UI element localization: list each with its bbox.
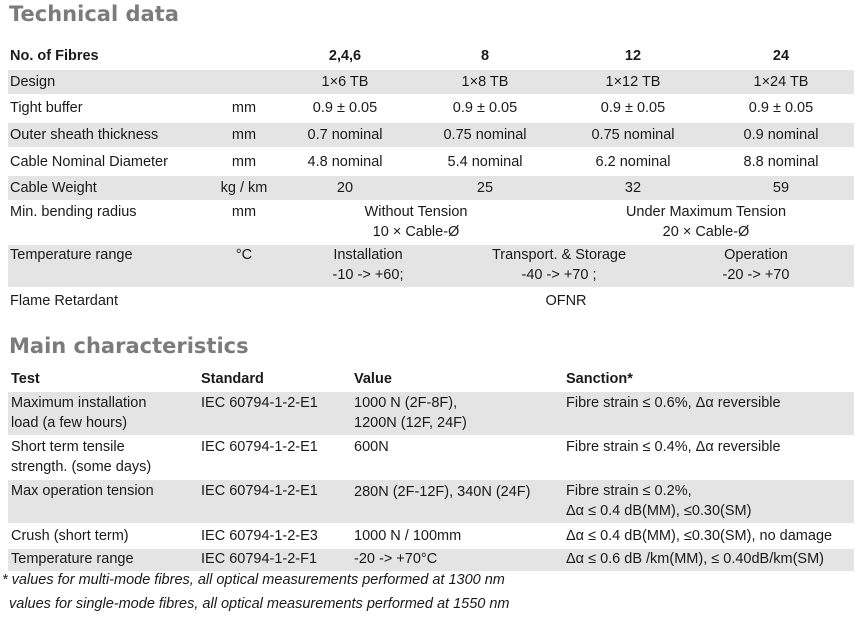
design-row (8, 70, 854, 94)
operation-value: -20 -> +70 (722, 267, 790, 283)
cable-diameter-col-4: 8.8 nominal (743, 154, 819, 170)
under-tension-value: 20 × Cable-Ø (662, 224, 750, 240)
temperature-row (8, 245, 854, 287)
tight-buffer-label: Tight buffer (10, 100, 83, 116)
design-col-1: 1×6 TB (321, 74, 369, 90)
cable-weight-col-4: 59 (772, 180, 790, 196)
table-row (8, 392, 854, 435)
technical-data-title: Technical data (9, 2, 179, 26)
cable-weight-label: Cable Weight (10, 180, 97, 196)
installation-value: -10 -> +60; (332, 267, 404, 283)
test-header: Test (11, 371, 40, 387)
tight-buffer-col-3: 0.9 ± 0.05 (600, 100, 666, 116)
tight-buffer-col-2: 0.9 ± 0.05 (452, 100, 518, 116)
value-text: 1000 N (2F-8F), (354, 395, 458, 411)
outer-sheath-col-2: 0.75 nominal (443, 127, 527, 143)
standard-value: IEC 60794-1-2-E1 (201, 395, 318, 411)
footnote-singlemode: values for single-mode fibres, all optical measurements performed at 1550 nm (9, 596, 510, 612)
main-header-row (8, 369, 854, 391)
fibres-col-3: 12 (624, 48, 642, 64)
test-name: Max operation tension (11, 483, 154, 499)
flame-retardant-label: Flame Retardant (10, 293, 118, 309)
transport-label: Transport. & Storage (491, 247, 627, 263)
installation-label: Installation (333, 247, 403, 263)
cable-diameter-label: Cable Nominal Diameter (10, 154, 168, 170)
test-name: Short term tensile (11, 439, 125, 455)
tight-buffer-col-4: 0.9 ± 0.05 (748, 100, 814, 116)
cable-diameter-col-3: 6.2 nominal (595, 154, 671, 170)
outer-sheath-col-1: 0.7 nominal (307, 127, 383, 143)
outer-sheath-col-3: 0.75 nominal (591, 127, 675, 143)
value-header: Value (354, 371, 392, 387)
fibres-label: No. of Fibres (10, 48, 99, 64)
test-name: Crush (short term) (11, 528, 129, 544)
bending-radius-row (8, 202, 854, 244)
cable-diameter-unit: mm (231, 154, 257, 170)
table-row (8, 525, 854, 548)
standard-value: IEC 60794-1-2-E1 (201, 483, 318, 499)
value-text: 600N (354, 439, 389, 455)
test-name-cont: load (a few hours) (11, 415, 128, 431)
transport-value: -40 -> +70 ; (521, 267, 597, 283)
value-text: -20 -> +70°C (354, 551, 438, 567)
fibres-col-2: 8 (480, 48, 490, 64)
bending-radius-label: Min. bending radius (10, 204, 137, 220)
flame-retardant-value: OFNR (545, 293, 587, 309)
without-tension-label: Without Tension (364, 204, 468, 220)
value-text-cont: 1200N (12F, 24F) (354, 415, 467, 431)
tight-buffer-col-1: 0.9 ± 0.05 (312, 100, 378, 116)
cable-diameter-row (8, 150, 854, 174)
sanction-text: Δα ≤ 0.6 dB /km(MM), ≤ 0.40dB/km(SM) (566, 551, 824, 567)
sanction-text-cont: Δα ≤ 0.4 dB(MM), ≤0.30(SM) (566, 503, 752, 519)
flame-retardant-row (8, 290, 854, 314)
design-label: Design (10, 74, 56, 90)
table-row (8, 549, 854, 571)
main-characteristics-title: Main characteristics (9, 334, 249, 358)
under-tension-label: Under Maximum Tension (625, 204, 787, 220)
test-name: Temperature range (11, 551, 134, 567)
outer-sheath-unit: mm (231, 127, 257, 143)
outer-sheath-label: Outer sheath thickness (10, 127, 159, 143)
tech-header-row (8, 45, 854, 67)
standard-header: Standard (201, 371, 264, 387)
cable-weight-col-2: 25 (476, 180, 494, 196)
cable-diameter-col-1: 4.8 nominal (307, 154, 383, 170)
design-col-3: 1×12 TB (605, 74, 661, 90)
without-tension-value: 10 × Cable-Ø (372, 224, 460, 240)
bending-radius-unit: mm (231, 204, 257, 220)
outer-sheath-row (8, 123, 854, 147)
tight-buffer-row (8, 96, 854, 120)
cable-weight-col-3: 32 (624, 180, 642, 196)
table-row (8, 480, 854, 523)
outer-sheath-col-4: 0.9 nominal (743, 127, 819, 143)
cable-weight-col-1: 20 (336, 180, 354, 196)
temperature-unit: °C (235, 247, 253, 263)
design-col-2: 1×8 TB (461, 74, 509, 90)
temperature-label: Temperature range (10, 247, 133, 263)
standard-value: IEC 60794-1-2-F1 (201, 551, 318, 567)
cable-weight-unit: kg / km (220, 180, 268, 196)
sanction-header: Sanction* (566, 371, 633, 387)
test-name: Maximum installation (11, 395, 147, 411)
tight-buffer-unit: mm (231, 100, 257, 116)
cable-weight-row (8, 176, 854, 200)
sanction-text: Fibre strain ≤ 0.2%, (566, 483, 692, 499)
fibres-col-1: 2,4,6 (328, 48, 362, 64)
cable-diameter-col-2: 5.4 nominal (447, 154, 523, 170)
design-col-4: 1×24 TB (753, 74, 809, 90)
table-row (8, 436, 854, 479)
value-text: 1000 N / 100mm (354, 528, 462, 544)
operation-label: Operation (724, 247, 788, 263)
standard-value: IEC 60794-1-2-E3 (201, 528, 318, 544)
value-text: 280N (2F-12F), 340N (24F) (354, 484, 531, 500)
test-name-cont: strength. (some days) (11, 459, 152, 475)
sanction-text: Δα ≤ 0.4 dB(MM), ≤0.30(SM), no damage (566, 528, 833, 544)
sanction-text: Fibre strain ≤ 0.4%, Δα reversible (566, 439, 781, 455)
fibres-col-4: 24 (772, 48, 790, 64)
footnote-multimode: * values for multi-mode fibres, all optical measurements performed at 1300 nm (2, 572, 505, 588)
sanction-text: Fibre strain ≤ 0.6%, Δα reversible (566, 395, 781, 411)
standard-value: IEC 60794-1-2-E1 (201, 439, 318, 455)
